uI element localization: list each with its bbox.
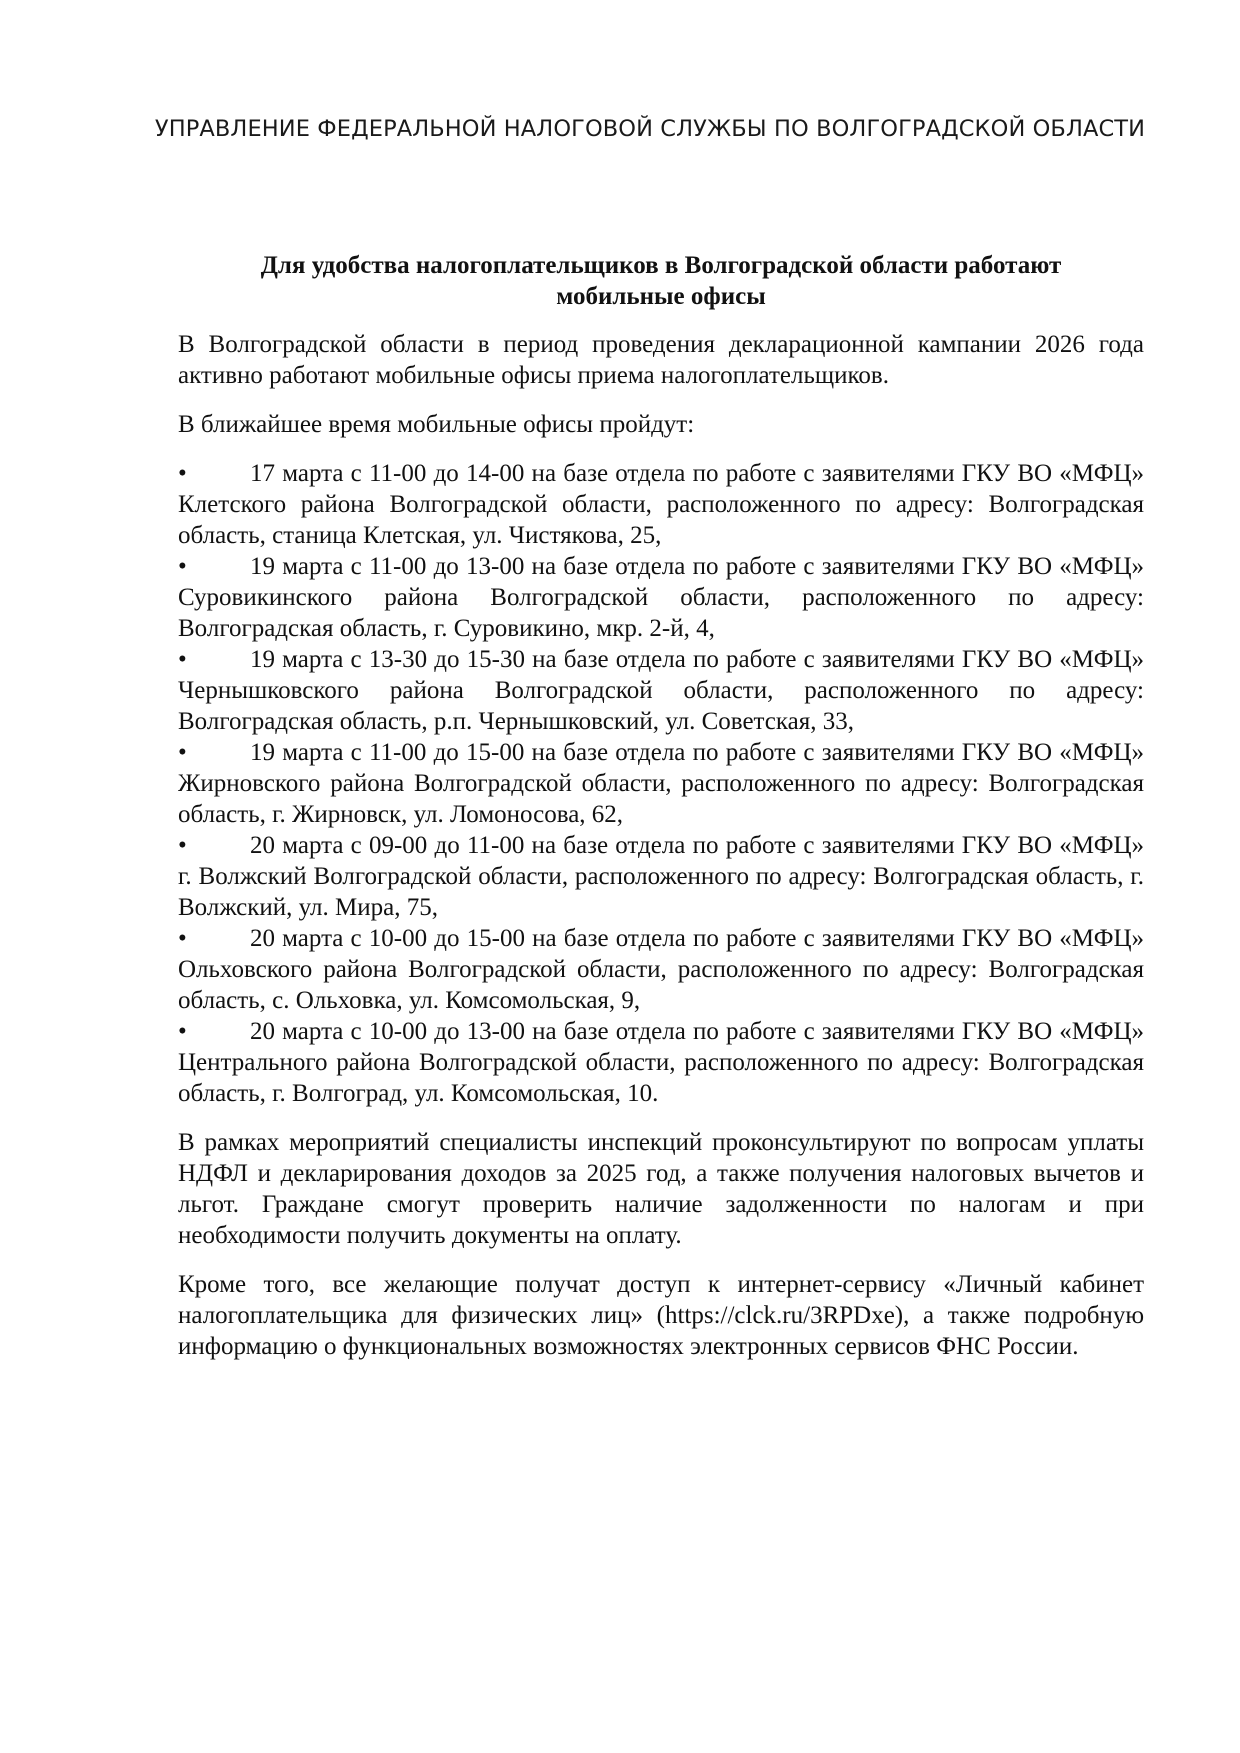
bullet-marker: • [178, 646, 187, 673]
list-item-text: 19 марта с 13-30 до 15-30 на базе отдела по работе с заявителями ГКУ ВО «МФЦ» Чернышковского района Волгоградской области, расположенного по адресу: Волгоградская область, р.п. Чернышковский, ул. Советская, 33, [178, 646, 1144, 735]
schedule-list [178, 458, 1144, 1109]
list-item [178, 644, 1144, 737]
bullet-marker: • [178, 553, 187, 580]
bullet-marker: • [178, 925, 187, 952]
consultation-paragraph: В рамках мероприятий специалисты инспекций проконсультируют по вопросам уплаты НДФЛ и декларирования доходов за 2025 год, а также получения налоговых вычетов и льгот. Граждане смогут проверить наличие задолженности по налогам и при необходимости получить документы на оплату. [178, 1129, 1144, 1249]
list-item-text: 19 марта с 11-00 до 13-00 на базе отдела по работе с заявителями ГКУ ВО «МФЦ» Суровикинского района Волгоградской области, расположенного по адресу: Волгоградская область, г. Суровикино, мкр. 2-й, 4, [178, 553, 1144, 642]
list-item-text: 20 марта с 10-00 до 13-00 на базе отдела по работе с заявителями ГКУ ВО «МФЦ» Центрального района Волгоградской области, расположенного по адресу: Волгоградская область, г. Волгоград, ул. Комсомольская, 10. [178, 1018, 1144, 1107]
bullet-marker: • [178, 739, 187, 766]
list-item [178, 458, 1144, 551]
document-title [178, 250, 1144, 312]
organization-header: УПРАВЛЕНИЕ ФЕДЕРАЛЬНОЙ НАЛОГОВОЙ СЛУЖБЫ ПО ВОЛГОГРАДСКОЙ ОБЛАСТИ [154, 116, 1146, 142]
list-item-text: 20 марта с 09-00 до 11-00 на базе отдела по работе с заявителями ГКУ ВО «МФЦ» г. Волжский Волгоградской области, расположенного по адресу: Волгоградская область, г. Волжский, ул. Мира, 75, [178, 832, 1144, 921]
document-body [178, 250, 1144, 1380]
list-item [178, 737, 1144, 830]
list-item [178, 923, 1144, 1016]
list-item-text: 17 марта с 11-00 до 14-00 на базе отдела по работе с заявителями ГКУ ВО «МФЦ» Клетского района Волгоградской области, расположенного по адресу: Волгоградская область, станица Клетская, ул. Чистякова, 25, [178, 460, 1144, 549]
list-item-text: 20 марта с 10-00 до 15-00 на базе отдела по работе с заявителями ГКУ ВО «МФЦ» Ольховского района Волгоградской области, расположенного по адресу: Волгоградская область, с. Ольховка, ул. Комсомольская, 9, [178, 925, 1144, 1014]
bullet-marker: • [178, 832, 187, 859]
schedule-intro-paragraph: В ближайшее время мобильные офисы пройдут: [178, 411, 695, 438]
document-title-line-1: Для удобства налогоплательщиков в Волгоградской области работают [260, 252, 1062, 279]
closing-paragraph: Кроме того, все желающие получат доступ к интернет-сервису «Личный кабинет налогоплательщика для физических лиц» (https://clck.ru/3RPDxe), а также подробную информацию о функциональных возможностях электронных сервисов ФНС России. [178, 1271, 1144, 1360]
document-title-line-2: мобильные офисы [556, 283, 766, 310]
list-item [178, 830, 1144, 923]
bullet-marker: • [178, 1018, 187, 1045]
list-item-text: 19 марта с 11-00 до 15-00 на базе отдела по работе с заявителями ГКУ ВО «МФЦ» Жирновского района Волгоградской области, расположенного по адресу: Волгоградская область, г. Жирновск, ул. Ломоносова, 62, [178, 739, 1144, 828]
bullet-marker: • [178, 460, 187, 487]
list-item [178, 1016, 1144, 1109]
list-item [178, 551, 1144, 644]
intro-paragraph: В Волгоградской области в период проведения декларационной кампании 2026 года активно работают мобильные офисы приема налогоплательщиков. [178, 331, 1144, 389]
